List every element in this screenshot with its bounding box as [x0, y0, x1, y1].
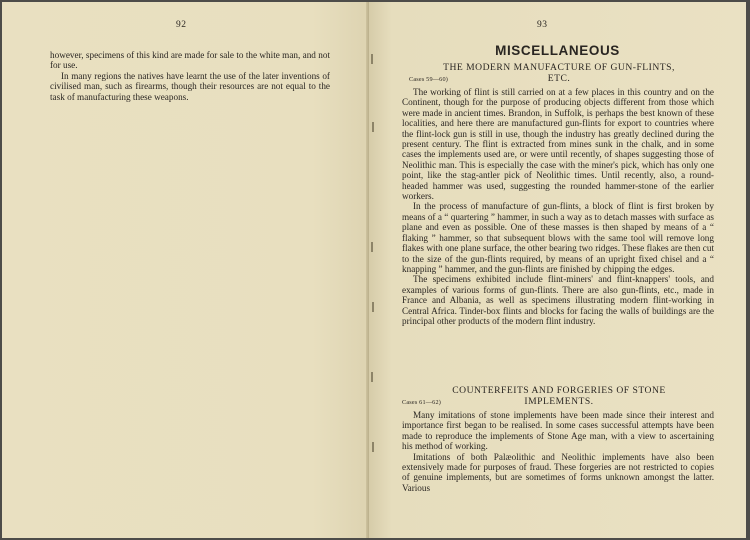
- binding-stitch: [372, 122, 374, 132]
- paragraph: The specimens exhibited include flint-miners' and flint-knappers' tools, and examples of various forms of gun-flints. There are also gun-flints, etc., made in France and Albania, as well as specimens illustrating modern flint-working in Central Africa. Tinder-box flints and blocks for facing the walls of buildings are the principal other products of the modern flint industry.: [402, 274, 714, 326]
- cases-reference: Cases 61—62): [402, 399, 442, 406]
- binding-stitch: [371, 242, 373, 252]
- paragraph: however, specimens of this kind are made for sale to the white man, and not for use.: [50, 50, 330, 71]
- binding-stitch: [372, 442, 374, 452]
- section-counterfeits-text: [402, 410, 714, 493]
- paragraph: In many regions the natives have learnt the use of the later inventions of civilised man, such as firearms, though their resources are not equal to the task of manufacturing these weapons.: [50, 70, 330, 102]
- left-page-text: [50, 50, 330, 102]
- paragraph: Imitations of both Palæolithic and Neolithic implements have also been extensively made for purposes of fraud. These forgeries are not restricted to copies of genuine implements, but are sometimes of forms unknown amongst the latter. Various: [402, 451, 714, 493]
- section-heading-gun-flints-line1: THE MODERN MANUFACTURE OF GUN-FLINTS,: [443, 62, 675, 73]
- binding-stitch: [372, 302, 374, 312]
- page-title: MISCELLANEOUS: [495, 43, 620, 58]
- page-number-left: 92: [176, 20, 187, 30]
- binding-stitch: [371, 372, 373, 382]
- section-heading-counterfeits-line2: IMPLEMENTS.: [524, 396, 594, 407]
- paragraph: The working of flint is still carried on at a few places in this country and on the Continent, though for the purpose of producing objects different from those which were made in ancient times. Brandon, in Suffolk, is perhaps the best known of these localities, and here there are manufactured gun-flints for export to countries where the flint-lock gun is still in use, though the industry has greatly declined during the present century. The flint is extracted from mines sunk in the chalk, and in some cases the implements used are, or were until recently, of shapes suggesting those of Neolithic man. This is especially the case with the miner's pick, which has only one point, like the stag-antler pick of Neolithic times. Until recently, also, a round-headed hammer was used, suggesting the rounded hammer-stone of the earlier workers.: [402, 87, 714, 202]
- section-gun-flints-text: [402, 87, 714, 326]
- left-page: [2, 2, 368, 538]
- section-heading-gun-flints-line2: ETC.: [547, 73, 571, 84]
- right-page: [369, 2, 746, 538]
- paragraph: In the process of manufacture of gun-flints, a block of flint is first broken by means of a “ quartering ” hammer, in such a way as to detach masses with surface as plane and even as possible. One of these masses is then shaped by means of a “ flaking ” hammer, so that subsequent blows with the same tool will remove long flakes with one plane surface, the other bearing two ridges. These flakes are then cut to the size of the gun-flints required, by means of an upright fixed chisel and a “ knapping ” hammer, and the gun-flints are finished by chipping the edges.: [402, 201, 714, 274]
- cases-reference: Cases 59—60): [409, 76, 449, 83]
- section-heading-counterfeits-line1: COUNTERFEITS AND FORGERIES OF STONE: [452, 385, 666, 396]
- page-number-right: 93: [537, 20, 548, 30]
- paragraph: Many imitations of stone implements have been made since their interest and importance first began to be realised. In some cases successful attempts have been made to reproduce the implements of Stone Age man, with a view to ascertaining his method of working.: [402, 410, 714, 452]
